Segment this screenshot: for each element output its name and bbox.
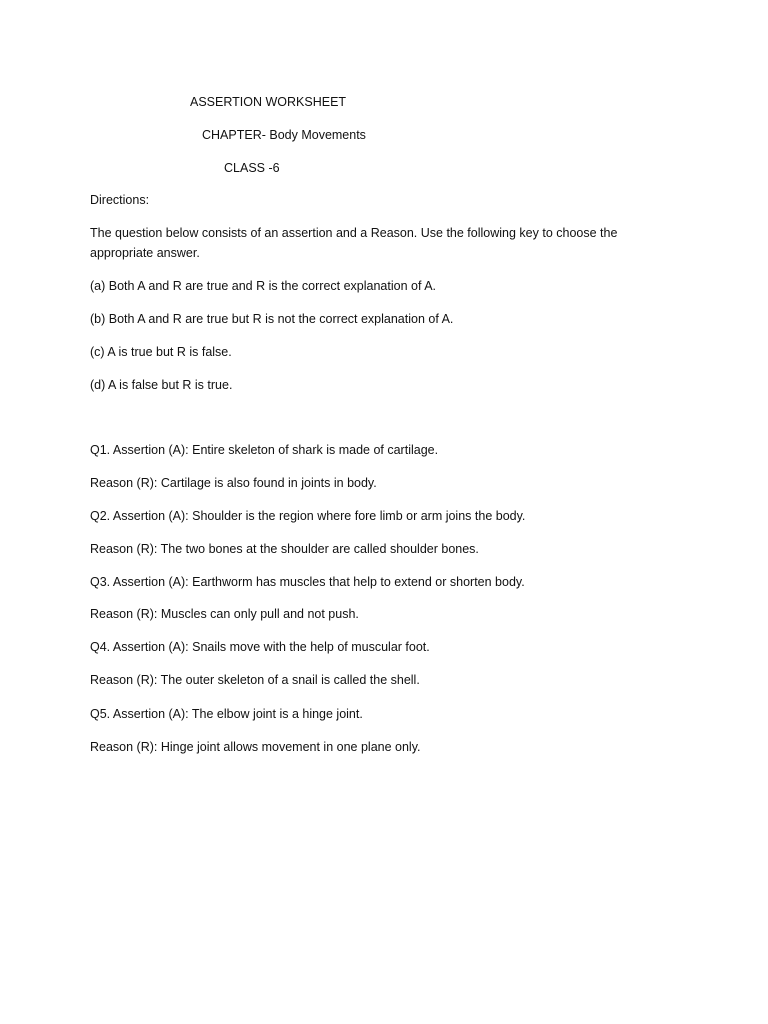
option-d: (d) A is false but R is true. (90, 378, 233, 392)
option-a: (a) Both A and R are true and R is the correct explanation of A. (90, 279, 437, 293)
chapter-heading: CHAPTER- Body Movements (202, 128, 366, 142)
option-b: (b) Both A and R are true but R is not the correct explanation of A. (90, 312, 454, 326)
directions-label: Directions: (90, 193, 150, 207)
q3-assertion: Q3. Assertion (A): Earthworm has muscles that help to extend or shorten body. (90, 575, 525, 589)
q1-reason: Reason (R): Cartilage is also found in joints in body. (90, 476, 377, 490)
q1-assertion: Q1. Assertion (A): Entire skeleton of shark is made of cartilage. (90, 443, 439, 457)
q5-assertion: Q5. Assertion (A): The elbow joint is a hinge joint. (90, 707, 363, 721)
class-heading: CLASS -6 (224, 161, 280, 175)
worksheet-title: ASSERTION WORKSHEET (190, 95, 347, 109)
q2-reason: Reason (R): The two bones at the shoulder are called shoulder bones. (90, 542, 479, 556)
q4-reason: Reason (R): The outer skeleton of a snail is called the shell. (90, 673, 420, 687)
q5-reason: Reason (R): Hinge joint allows movement in one plane only. (90, 740, 421, 754)
q2-assertion: Q2. Assertion (A): Shoulder is the region where fore limb or arm joins the body. (90, 509, 526, 523)
directions-instruction: The question below consists of an assertion and a Reason. Use the following key to choose the appropriate answer. (90, 226, 618, 260)
option-c: (c) A is true but R is false. (90, 345, 232, 359)
q3-reason: Reason (R): Muscles can only pull and not push. (90, 607, 359, 621)
q4-assertion: Q4. Assertion (A): Snails move with the help of muscular foot. (90, 640, 430, 654)
